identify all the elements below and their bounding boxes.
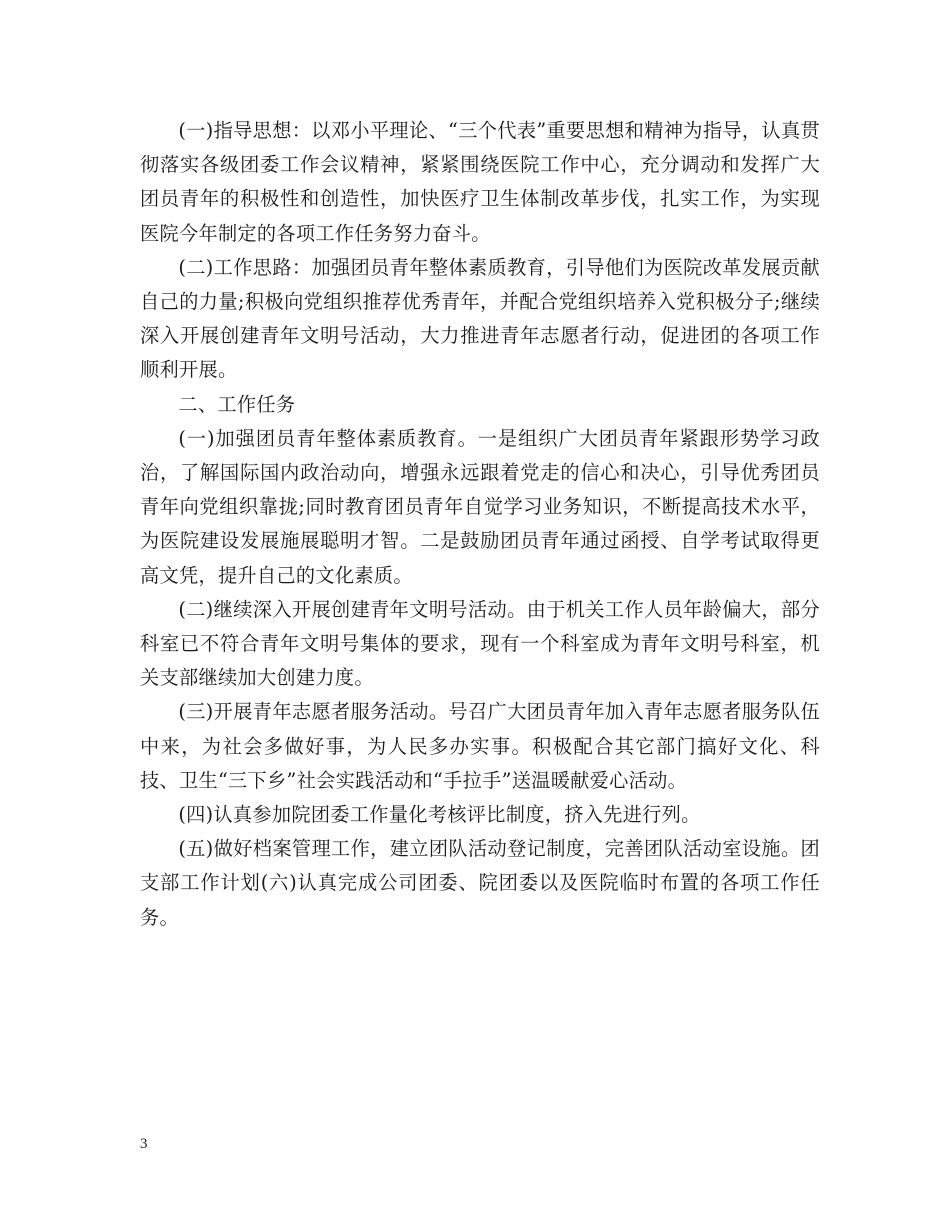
paragraph-task-civilization-post: (二)继续深入开展创建青年文明号活动。由于机关工作人员年龄偏大，部分科室已不符合青年文明号集体的要求，现有一个科室成为青年文明号科室，机关支部继续加大创建力度。: [140, 597, 820, 690]
paragraph-task-quality-education: (一)加强团员青年整体素质教育。一是组织广大团员青年紧跟形势学习政治，了解国际国内政治动向，增强永远跟着党走的信心和决心，引导优秀团员青年向党组织靠拢;同时教育团员青年自觉学习业务知识，不断提高技术水平，为医院建设发展施展聪明才智。二是鼓励团员青年通过函授、自学考试取得更高文凭，提升自己的文化素质。: [140, 426, 820, 587]
paragraph-guiding-ideology: (一)指导思想：以邓小平理论、“三个代表”重要思想和精神为指导，认真贯彻落实各级团委工作会议精神，紧紧围绕医院工作中心，充分调动和发挥广大团员青年的积极性和创造性，加快医疗卫生体制改革步伐，扎实工作，为实现医院今年制定的各项工作任务努力奋斗。: [140, 119, 820, 245]
document-body: [140, 114, 820, 935]
section-heading-work-tasks: 二、工作任务: [178, 392, 296, 416]
paragraph-task-volunteer-service: (三)开展青年志愿者服务活动。号召广大团员青年加入青年志愿者服务队伍中来，为社会多做好事，为人民多办实事。积极配合其它部门搞好文化、科技、卫生“三下乡”社会实践活动和“手拉手”送温暖献爱心活动。: [140, 700, 820, 792]
paragraph-work-approach: (二)工作思路：加强团员青年整体素质教育，引导他们为医院改革发展贡献自己的力量;积极向党组织推荐优秀青年，并配合党组织培养入党积极分子;继续深入开展创建青年文明号活动，大力推进青年志愿者行动，促进团的各项工作顺利开展。: [140, 255, 820, 382]
paragraph-task-archives: (五)做好档案管理工作，建立团队活动登记制度，完善团队活动室设施。团支部工作计划(六)认真完成公司团委、院团委以及医院临时布置的各项工作任务。: [140, 837, 820, 929]
paragraph-task-assessment: (四)认真参加院团委工作量化考核评比制度，挤入先进行列。: [178, 803, 701, 827]
page-number: 3: [140, 1136, 148, 1152]
